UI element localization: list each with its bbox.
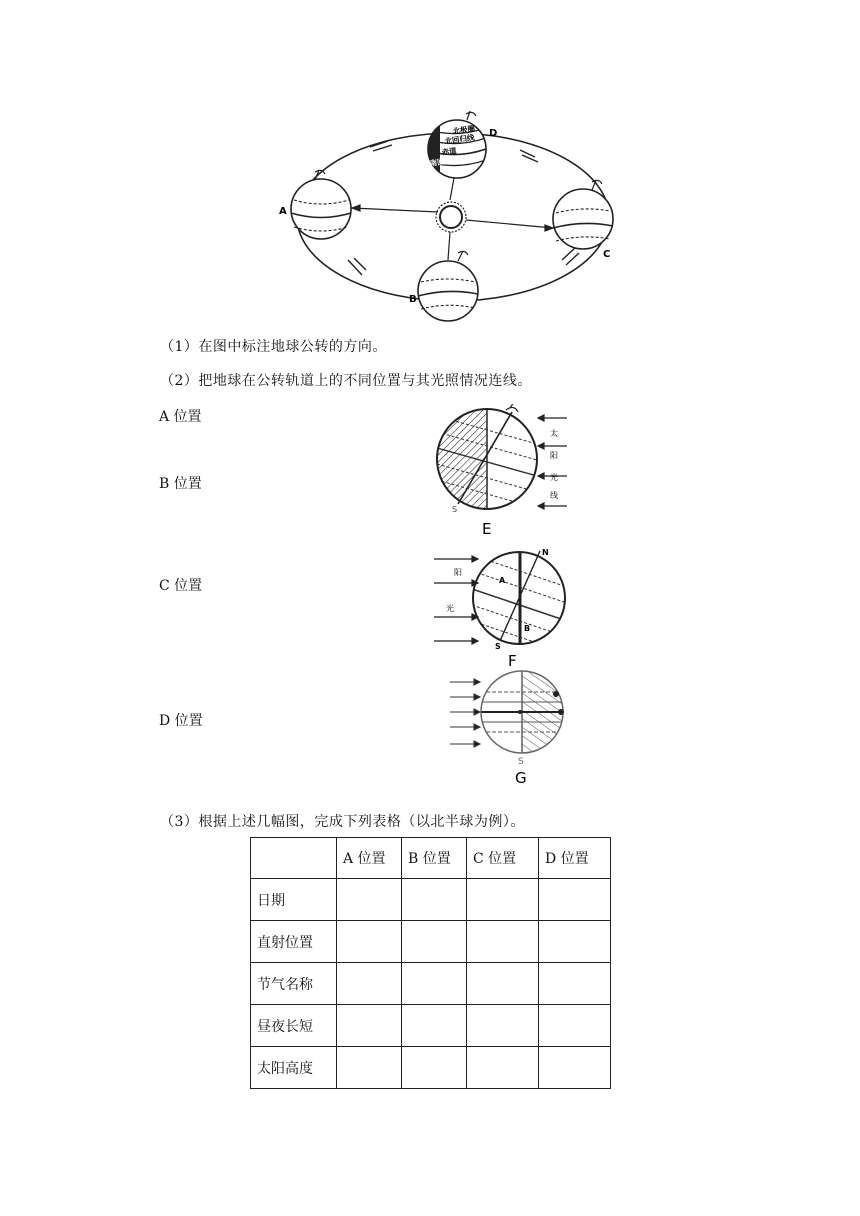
row-label-solar-term: 节气名称 bbox=[251, 963, 337, 1005]
figure-f bbox=[432, 545, 572, 669]
position-label-a: A 位置 bbox=[159, 409, 202, 425]
row-label-sun-altitude: 太阳高度 bbox=[251, 1047, 337, 1089]
globe-b bbox=[418, 251, 478, 321]
answer-cell[interactable] bbox=[467, 963, 539, 1005]
f-sun-char-1: 阳 bbox=[454, 568, 462, 577]
table-row bbox=[251, 1005, 611, 1047]
answer-cell[interactable] bbox=[467, 1005, 539, 1047]
d-label-equator: 赤道 bbox=[441, 145, 458, 157]
orbit-label-c: C bbox=[603, 249, 611, 260]
answer-cell[interactable] bbox=[539, 879, 611, 921]
row-label-direct-point: 直射位置 bbox=[251, 921, 337, 963]
row-label-date: 日期 bbox=[251, 879, 337, 921]
answer-cell[interactable] bbox=[337, 879, 402, 921]
table-row bbox=[251, 1047, 611, 1089]
answer-cell[interactable] bbox=[402, 1047, 467, 1089]
answer-cell[interactable] bbox=[337, 1047, 402, 1089]
answer-cell[interactable] bbox=[467, 921, 539, 963]
season-table bbox=[250, 837, 611, 1089]
orbit-label-b: B bbox=[409, 294, 417, 305]
e-sun-char-3: 光 bbox=[550, 473, 558, 482]
e-sun-char-2: 阳 bbox=[550, 451, 558, 460]
question-1: （1）在图中标注地球公转的方向。 bbox=[160, 339, 387, 355]
position-label-c: C 位置 bbox=[159, 578, 203, 594]
f-label-a: A bbox=[499, 576, 506, 585]
answer-cell[interactable] bbox=[402, 879, 467, 921]
question-3: （3）根据上述几幅图，完成下列表格（以北半球为例）。 bbox=[160, 814, 525, 830]
f-label-b: B bbox=[524, 624, 531, 633]
answer-cell[interactable] bbox=[467, 1047, 539, 1089]
f-caption: F bbox=[508, 652, 517, 669]
table-row bbox=[251, 921, 611, 963]
d-label-cancer: 北回归线 bbox=[444, 132, 475, 146]
e-sun-char-4: 线 bbox=[550, 491, 558, 500]
answer-cell[interactable] bbox=[467, 879, 539, 921]
figure-e bbox=[432, 404, 572, 540]
answer-cell[interactable] bbox=[337, 921, 402, 963]
e-caption: E bbox=[482, 520, 492, 538]
globe-c bbox=[553, 180, 613, 249]
row-label-day-night: 昼夜长短 bbox=[251, 1005, 337, 1047]
orbit-diagram bbox=[270, 110, 630, 330]
e-sun-char-1: 太 bbox=[550, 429, 558, 438]
f-label-s: S bbox=[495, 642, 501, 651]
orbit-label-a: A bbox=[279, 206, 287, 217]
question-2: （2）把地球在公转轨道上的不同位置与其光照情况连线。 bbox=[160, 373, 532, 389]
answer-cell[interactable] bbox=[337, 1005, 402, 1047]
orbit-label-d: D bbox=[489, 128, 498, 139]
sun bbox=[436, 202, 466, 232]
answer-cell[interactable] bbox=[539, 921, 611, 963]
table-header-cell: A 位置 bbox=[337, 838, 402, 879]
answer-cell[interactable] bbox=[539, 963, 611, 1005]
d-label-arctic: 北极圈 bbox=[452, 123, 476, 136]
position-label-b: B 位置 bbox=[159, 476, 202, 492]
table-header-cell: B 位置 bbox=[402, 838, 467, 879]
globe-a bbox=[291, 170, 351, 239]
e-pole-s: S bbox=[452, 505, 458, 514]
figure-g bbox=[440, 670, 575, 788]
globe-d bbox=[428, 111, 486, 180]
g-caption: G bbox=[515, 769, 527, 787]
table-header-cell: C 位置 bbox=[467, 838, 539, 879]
answer-cell[interactable] bbox=[337, 963, 402, 1005]
answer-cell[interactable] bbox=[539, 1047, 611, 1089]
answer-cell[interactable] bbox=[402, 921, 467, 963]
table-row bbox=[251, 963, 611, 1005]
f-label-n: N bbox=[542, 548, 549, 557]
answer-cell[interactable] bbox=[402, 1005, 467, 1047]
table-header-cell bbox=[251, 838, 337, 879]
position-label-d: D 位置 bbox=[159, 713, 203, 729]
d-label-capricorn: 南回归线 bbox=[429, 154, 460, 168]
answer-cell[interactable] bbox=[402, 963, 467, 1005]
f-sun-char-2: 光 bbox=[446, 604, 454, 613]
table-header-cell: D 位置 bbox=[539, 838, 611, 879]
table-row bbox=[251, 879, 611, 921]
g-label-s: S bbox=[518, 757, 524, 767]
answer-cell[interactable] bbox=[539, 1005, 611, 1047]
table-header-row bbox=[251, 838, 611, 879]
